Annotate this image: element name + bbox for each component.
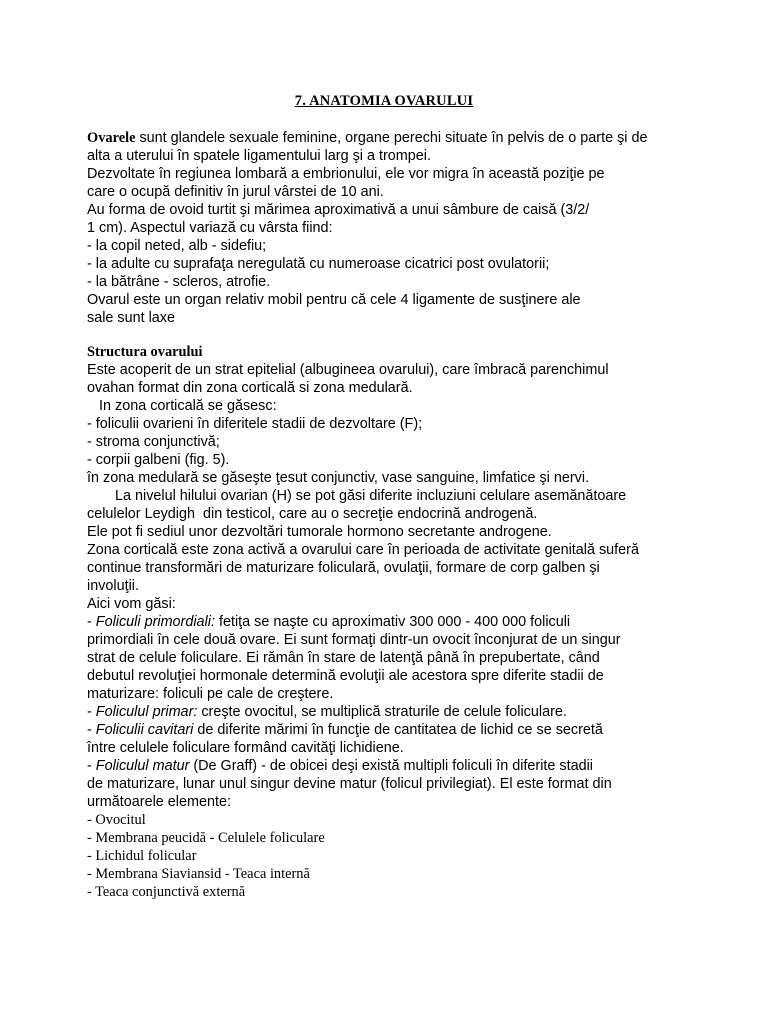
primordial-line — [87, 613, 687, 631]
structure-line: Este acoperit de un strat epitelial (albugineea ovarului), care îmbracă parenchimul — [87, 362, 609, 378]
intro-line: care o ocupă definitiv în jurul vârstei de 10 ani. — [87, 184, 384, 200]
structure-line: Aici vom găsi: — [87, 596, 176, 612]
document-title: 7. ANATOMIA OVARULUI — [294, 93, 474, 109]
primar-term: Foliculul primar: — [95, 704, 198, 720]
intro-line: alta a uterului în spatele ligamentului larg şi a trompei. — [87, 148, 431, 164]
structure-line: La nivelul hilului ovarian (H) se pot găsi diferite incluziuni celulare asemănătoare — [87, 488, 627, 504]
matur-prefix: - — [87, 758, 96, 774]
matur-term: Foliculul matur — [95, 758, 190, 774]
primordial-line: strat de celule foliculare. Ei rămân în stare de latenţă până în prepubertate, când — [87, 650, 600, 666]
structure-line: celulelor Leydigh din testicol, care au o secreţie endocrină androgenă. — [87, 506, 538, 522]
primordial-line: debutul revoluţiei hormonale determină evoluţii ale acestora spre diferite stadii de — [87, 668, 604, 684]
structure-line: continue transformări de maturizare foliculară, ovulaţii, formare de corp galben şi — [87, 560, 600, 576]
structure-heading: Structura ovarului — [87, 344, 203, 360]
matur-line: următoarele elemente: — [87, 794, 231, 810]
intro-line: - la adulte cu suprafaţa neregulată cu numeroase cicatrici post ovulatorii; — [87, 256, 550, 272]
structure-section — [87, 361, 687, 901]
cavitari-text: de diferite mărimi în funcţie de cantitatea de lichid ce se secretă — [193, 722, 603, 738]
primar-prefix: - — [87, 704, 96, 720]
primordial-term: Foliculi primordiali: — [95, 614, 215, 630]
intro-line: Dezvoltate în regiunea lombară a embrionului, ele vor migra în această poziţie pe — [87, 166, 605, 182]
structure-line: - stroma conjunctivă; — [87, 434, 220, 450]
matur-line: de maturizare, lunar unul singur devine matur (folicul privilegiat). El este format din — [87, 776, 612, 792]
primordial-prefix: - — [87, 614, 96, 630]
intro-line: - la bătrâne - scleros, atrofie. — [87, 274, 271, 290]
intro-lead-term: Ovarele — [87, 130, 136, 146]
element-item: - Teaca conjunctivă externă — [87, 884, 246, 900]
structure-line: Zona corticală este zona activă a ovarului care în perioada de activitate genitală suferă — [87, 542, 639, 558]
intro-line: Ovarul este un organ relativ mobil pentru că cele 4 ligamente de susţinere ale — [87, 292, 581, 308]
structure-line: - corpii galbeni (fig. 5). — [87, 452, 230, 468]
element-item: - Membrana Siaviansid - Teaca internă — [87, 866, 310, 882]
intro-line: - la copil neted, alb - sidefiu; — [87, 238, 267, 254]
structure-line: ovahan format din zona corticală si zona medulară. — [87, 380, 413, 396]
structure-line: involuţii. — [87, 578, 139, 594]
intro-first-line — [87, 129, 687, 147]
cavitari-line — [87, 721, 687, 739]
structure-line: In zona corticală se găsesc: — [87, 398, 277, 414]
primar-line — [87, 703, 687, 721]
primar-text: creşte ovocitul, se multiplică straturile de celule foliculare. — [197, 704, 567, 720]
intro-line: Au forma de ovoid turtit şi mărimea aproximativă a unui sâmbure de caisă (3/2/ — [87, 202, 590, 218]
structure-line: în zona medulară se găseşte ţesut conjunctiv, vase sanguine, limfatice şi nervi. — [87, 470, 590, 486]
cavitari-prefix: - — [87, 722, 96, 738]
element-item: - Lichidul folicular — [87, 848, 197, 864]
intro-section — [87, 129, 687, 327]
primordial-line: primordiali în cele două ovare. Ei sunt formaţi dintr-un ovocit înconjurat de un singur — [87, 632, 621, 648]
matur-text: (De Graff) - de obicei deşi există multipli foliculi în diferite stadii — [189, 758, 594, 774]
intro-lead-text: sunt glandele sexuale feminine, organe perechi situate în pelvis de o parte şi de — [135, 130, 648, 146]
primordial-text: fetiţa se naşte cu aproximativ 300 000 - 400 000 foliculi — [214, 614, 571, 630]
cavitari-term: Foliculii cavitari — [95, 722, 194, 738]
structure-line: Ele pot fi sediul unor dezvoltări tumorale hormono secretante androgene. — [87, 524, 552, 540]
intro-line: sale sunt laxe — [87, 310, 175, 326]
structure-line: - foliculii ovarieni în diferitele stadii de dezvoltare (F); — [87, 416, 423, 432]
element-item: - Ovocitul — [87, 812, 146, 828]
element-item: - Membrana peucidă - Celulele foliculare — [87, 830, 325, 846]
cavitari-line: între celulele foliculare formând cavităţi lichidiene. — [87, 740, 404, 756]
primordial-line: maturizare: foliculi pe cale de creştere. — [87, 686, 334, 702]
matur-line — [87, 757, 687, 775]
intro-line: 1 cm). Aspectul variază cu vârsta fiind: — [87, 220, 333, 236]
